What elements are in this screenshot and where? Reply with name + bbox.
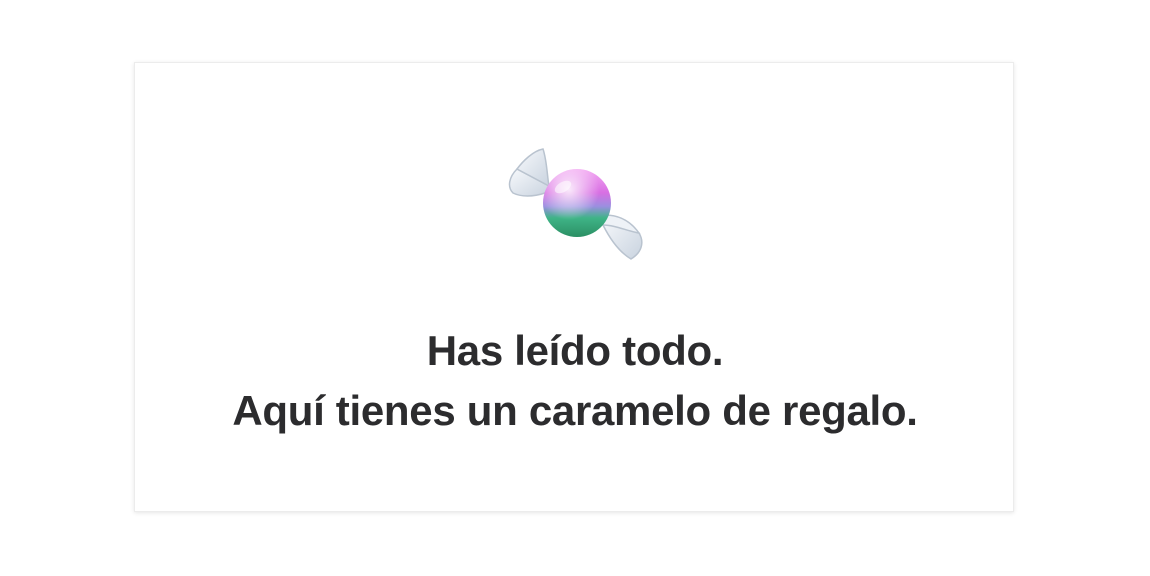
candy-icon (503, 141, 653, 266)
end-of-feed-message (135, 321, 1015, 441)
end-of-feed-card (134, 62, 1014, 512)
message-line-1: Has leído todo. (426, 327, 724, 374)
message-line-2: Aquí tienes un caramelo de regalo. (232, 387, 918, 434)
